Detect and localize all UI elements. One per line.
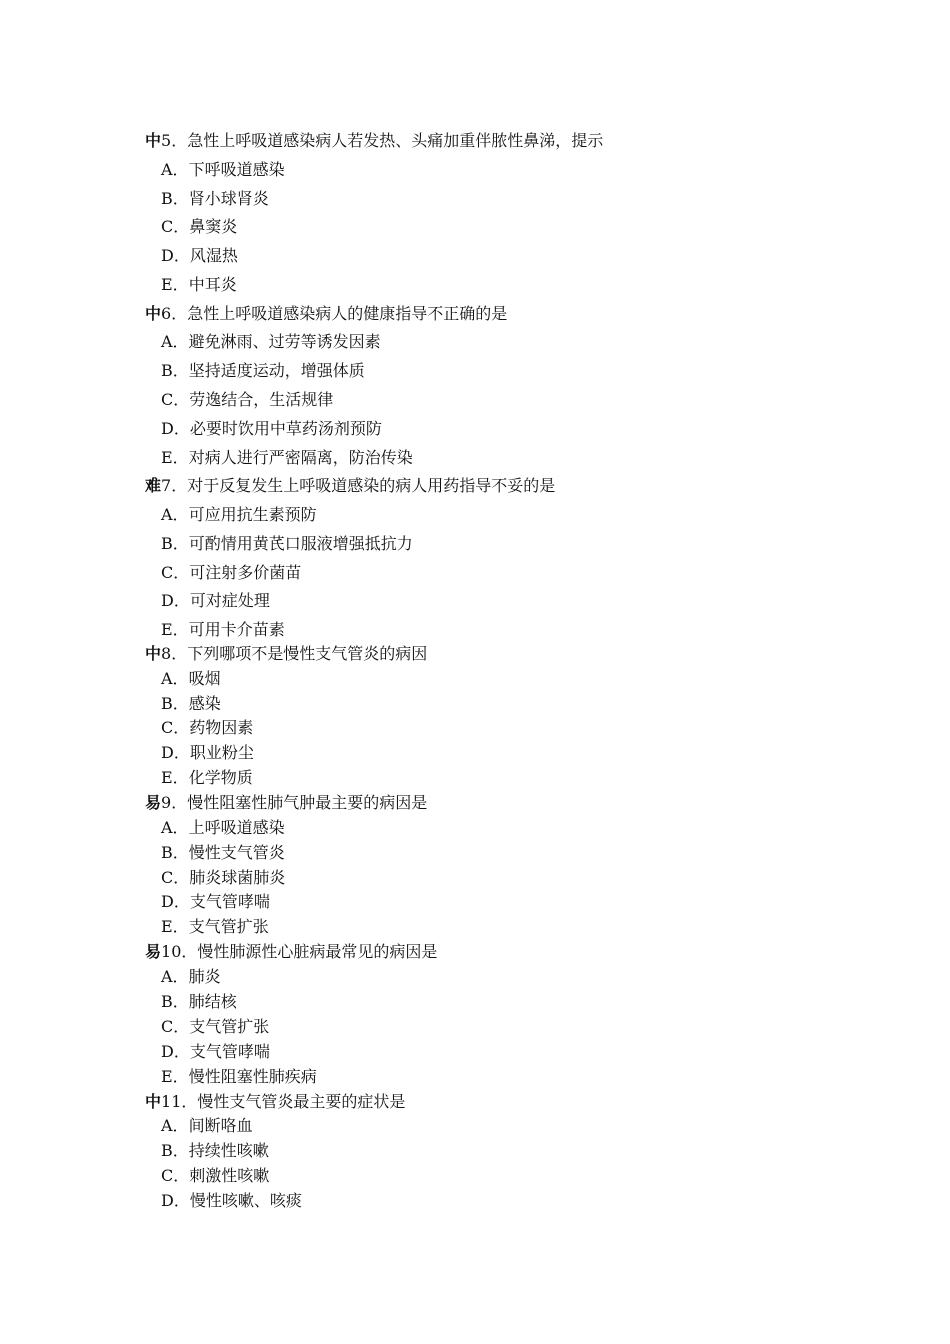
option-letter: C．	[161, 1166, 190, 1185]
question-11	[145, 1092, 405, 1112]
option-a	[161, 1116, 253, 1136]
option-b	[161, 843, 285, 863]
option-a	[161, 669, 221, 689]
question-stem: 下列哪项不是慢性支气管炎的病因	[187, 644, 428, 663]
option-b	[161, 992, 237, 1012]
option-b	[161, 189, 269, 209]
question-8	[145, 644, 427, 664]
option-letter: C．	[161, 1017, 190, 1036]
option-letter: E．	[161, 1067, 189, 1086]
question-stem: 急性上呼吸道感染病人的健康指导不正确的是	[187, 304, 508, 323]
option-letter: B．	[161, 189, 189, 208]
option-e	[161, 917, 269, 937]
option-text: 可应用抗生素预防	[188, 505, 317, 524]
question-number: 7．	[161, 476, 188, 495]
option-letter: D．	[161, 591, 190, 610]
option-e	[161, 1067, 317, 1087]
option-d	[161, 743, 254, 763]
difficulty-label: 易	[145, 942, 162, 961]
question-number: 10．	[161, 942, 198, 961]
option-letter: A．	[161, 160, 189, 179]
option-letter: A．	[161, 669, 189, 688]
option-letter: A．	[161, 505, 189, 524]
question-stem: 慢性阻塞性肺气肿最主要的病因是	[187, 793, 428, 812]
option-letter: D．	[161, 419, 190, 438]
question-7	[145, 476, 555, 496]
option-text: 可酌情用黄芪口服液增强抵抗力	[188, 534, 413, 553]
question-6	[145, 304, 507, 324]
question-stem: 对于反复发生上呼吸道感染的病人用药指导不妥的是	[187, 476, 556, 495]
option-e	[161, 448, 413, 468]
option-b	[161, 694, 221, 714]
option-a	[161, 505, 317, 525]
option-e	[161, 768, 253, 788]
option-b	[161, 361, 365, 381]
option-letter: B．	[161, 992, 189, 1011]
option-text: 肺结核	[188, 992, 237, 1011]
option-letter: C．	[161, 390, 190, 409]
option-letter: E．	[161, 275, 189, 294]
option-letter: B．	[161, 361, 189, 380]
option-letter: D．	[161, 892, 190, 911]
option-text: 肾小球肾炎	[188, 189, 269, 208]
difficulty-label: 中	[145, 1092, 162, 1111]
question-number: 11．	[161, 1092, 198, 1111]
option-text: 鼻窦炎	[189, 217, 238, 236]
question-number: 9．	[161, 793, 188, 812]
option-letter: A．	[161, 332, 189, 351]
option-text: 中耳炎	[188, 275, 237, 294]
option-text: 支气管哮喘	[189, 892, 270, 911]
option-letter: B．	[161, 694, 189, 713]
difficulty-label: 中	[145, 304, 162, 323]
option-text: 职业粉尘	[189, 743, 254, 762]
option-text: 必要时饮用中草药汤剂预防	[189, 419, 382, 438]
option-text: 支气管扩张	[189, 1017, 270, 1036]
option-a	[161, 818, 285, 838]
option-text: 肺炎	[188, 967, 221, 986]
question-number: 5．	[161, 131, 188, 150]
option-text: 劳逸结合，生活规律	[189, 390, 334, 409]
option-text: 坚持适度运动，增强体质	[188, 361, 365, 380]
option-letter: D．	[161, 246, 190, 265]
option-text: 慢性阻塞性肺疾病	[188, 1067, 317, 1086]
option-letter: C．	[161, 217, 190, 236]
difficulty-label: 难	[145, 476, 162, 495]
question-stem: 慢性支气管炎最主要的症状是	[197, 1092, 406, 1111]
question-9	[145, 793, 427, 813]
option-letter: D．	[161, 1042, 190, 1061]
option-text: 下呼吸道感染	[188, 160, 285, 179]
option-b	[161, 534, 413, 554]
difficulty-label: 易	[145, 793, 162, 812]
option-text: 可用卡介苗素	[188, 620, 285, 639]
option-text: 可对症处理	[189, 591, 270, 610]
option-text: 可注射多价菌苗	[189, 563, 302, 582]
option-text: 间断咯血	[188, 1116, 253, 1135]
option-e	[161, 620, 285, 640]
option-c	[161, 217, 237, 237]
question-5	[145, 131, 603, 151]
option-text: 感染	[188, 694, 221, 713]
option-text: 对病人进行严密隔离，防治传染	[188, 448, 413, 467]
option-c	[161, 718, 253, 738]
option-letter: E．	[161, 917, 189, 936]
question-stem: 慢性肺源性心脏病最常见的病因是	[197, 942, 438, 961]
question-10	[145, 942, 437, 962]
option-text: 风湿热	[189, 246, 238, 265]
option-letter: B．	[161, 534, 189, 553]
option-text: 上呼吸道感染	[188, 818, 285, 837]
difficulty-label: 中	[145, 644, 162, 663]
option-text: 肺炎球菌肺炎	[189, 868, 286, 887]
option-d	[161, 591, 270, 611]
option-d	[161, 246, 238, 266]
question-number: 8．	[161, 644, 188, 663]
option-letter: D．	[161, 1191, 190, 1210]
question-stem: 急性上呼吸道感染病人若发热、头痛加重伴脓性鼻涕，提示	[187, 131, 604, 150]
option-letter: E．	[161, 620, 189, 639]
option-text: 避免淋雨、过劳等诱发因素	[188, 332, 381, 351]
option-text: 慢性咳嗽、咳痰	[189, 1191, 302, 1210]
question-number: 6．	[161, 304, 188, 323]
option-letter: A．	[161, 818, 189, 837]
option-text: 化学物质	[188, 768, 253, 787]
option-d	[161, 1042, 270, 1062]
option-b	[161, 1141, 269, 1161]
option-text: 刺激性咳嗽	[189, 1166, 270, 1185]
option-c	[161, 1017, 269, 1037]
option-letter: B．	[161, 843, 189, 862]
option-letter: C．	[161, 718, 190, 737]
option-a	[161, 160, 285, 180]
option-d	[161, 1191, 302, 1211]
option-letter: B．	[161, 1141, 189, 1160]
option-text: 持续性咳嗽	[188, 1141, 269, 1160]
option-c	[161, 1166, 269, 1186]
option-letter: C．	[161, 868, 190, 887]
difficulty-label: 中	[145, 131, 162, 150]
option-d	[161, 419, 382, 439]
option-a	[161, 332, 381, 352]
option-text: 支气管扩张	[188, 917, 269, 936]
option-a	[161, 967, 221, 987]
option-letter: E．	[161, 448, 189, 467]
option-text: 吸烟	[188, 669, 221, 688]
option-letter: D．	[161, 743, 190, 762]
option-letter: E．	[161, 768, 189, 787]
option-e	[161, 275, 237, 295]
option-c	[161, 868, 285, 888]
option-text: 药物因素	[189, 718, 254, 737]
option-d	[161, 892, 270, 912]
option-text: 慢性支气管炎	[188, 843, 285, 862]
option-letter: A．	[161, 1116, 189, 1135]
option-letter: C．	[161, 563, 190, 582]
option-text: 支气管哮喘	[189, 1042, 270, 1061]
option-c	[161, 563, 301, 583]
option-letter: A．	[161, 967, 189, 986]
option-c	[161, 390, 333, 410]
